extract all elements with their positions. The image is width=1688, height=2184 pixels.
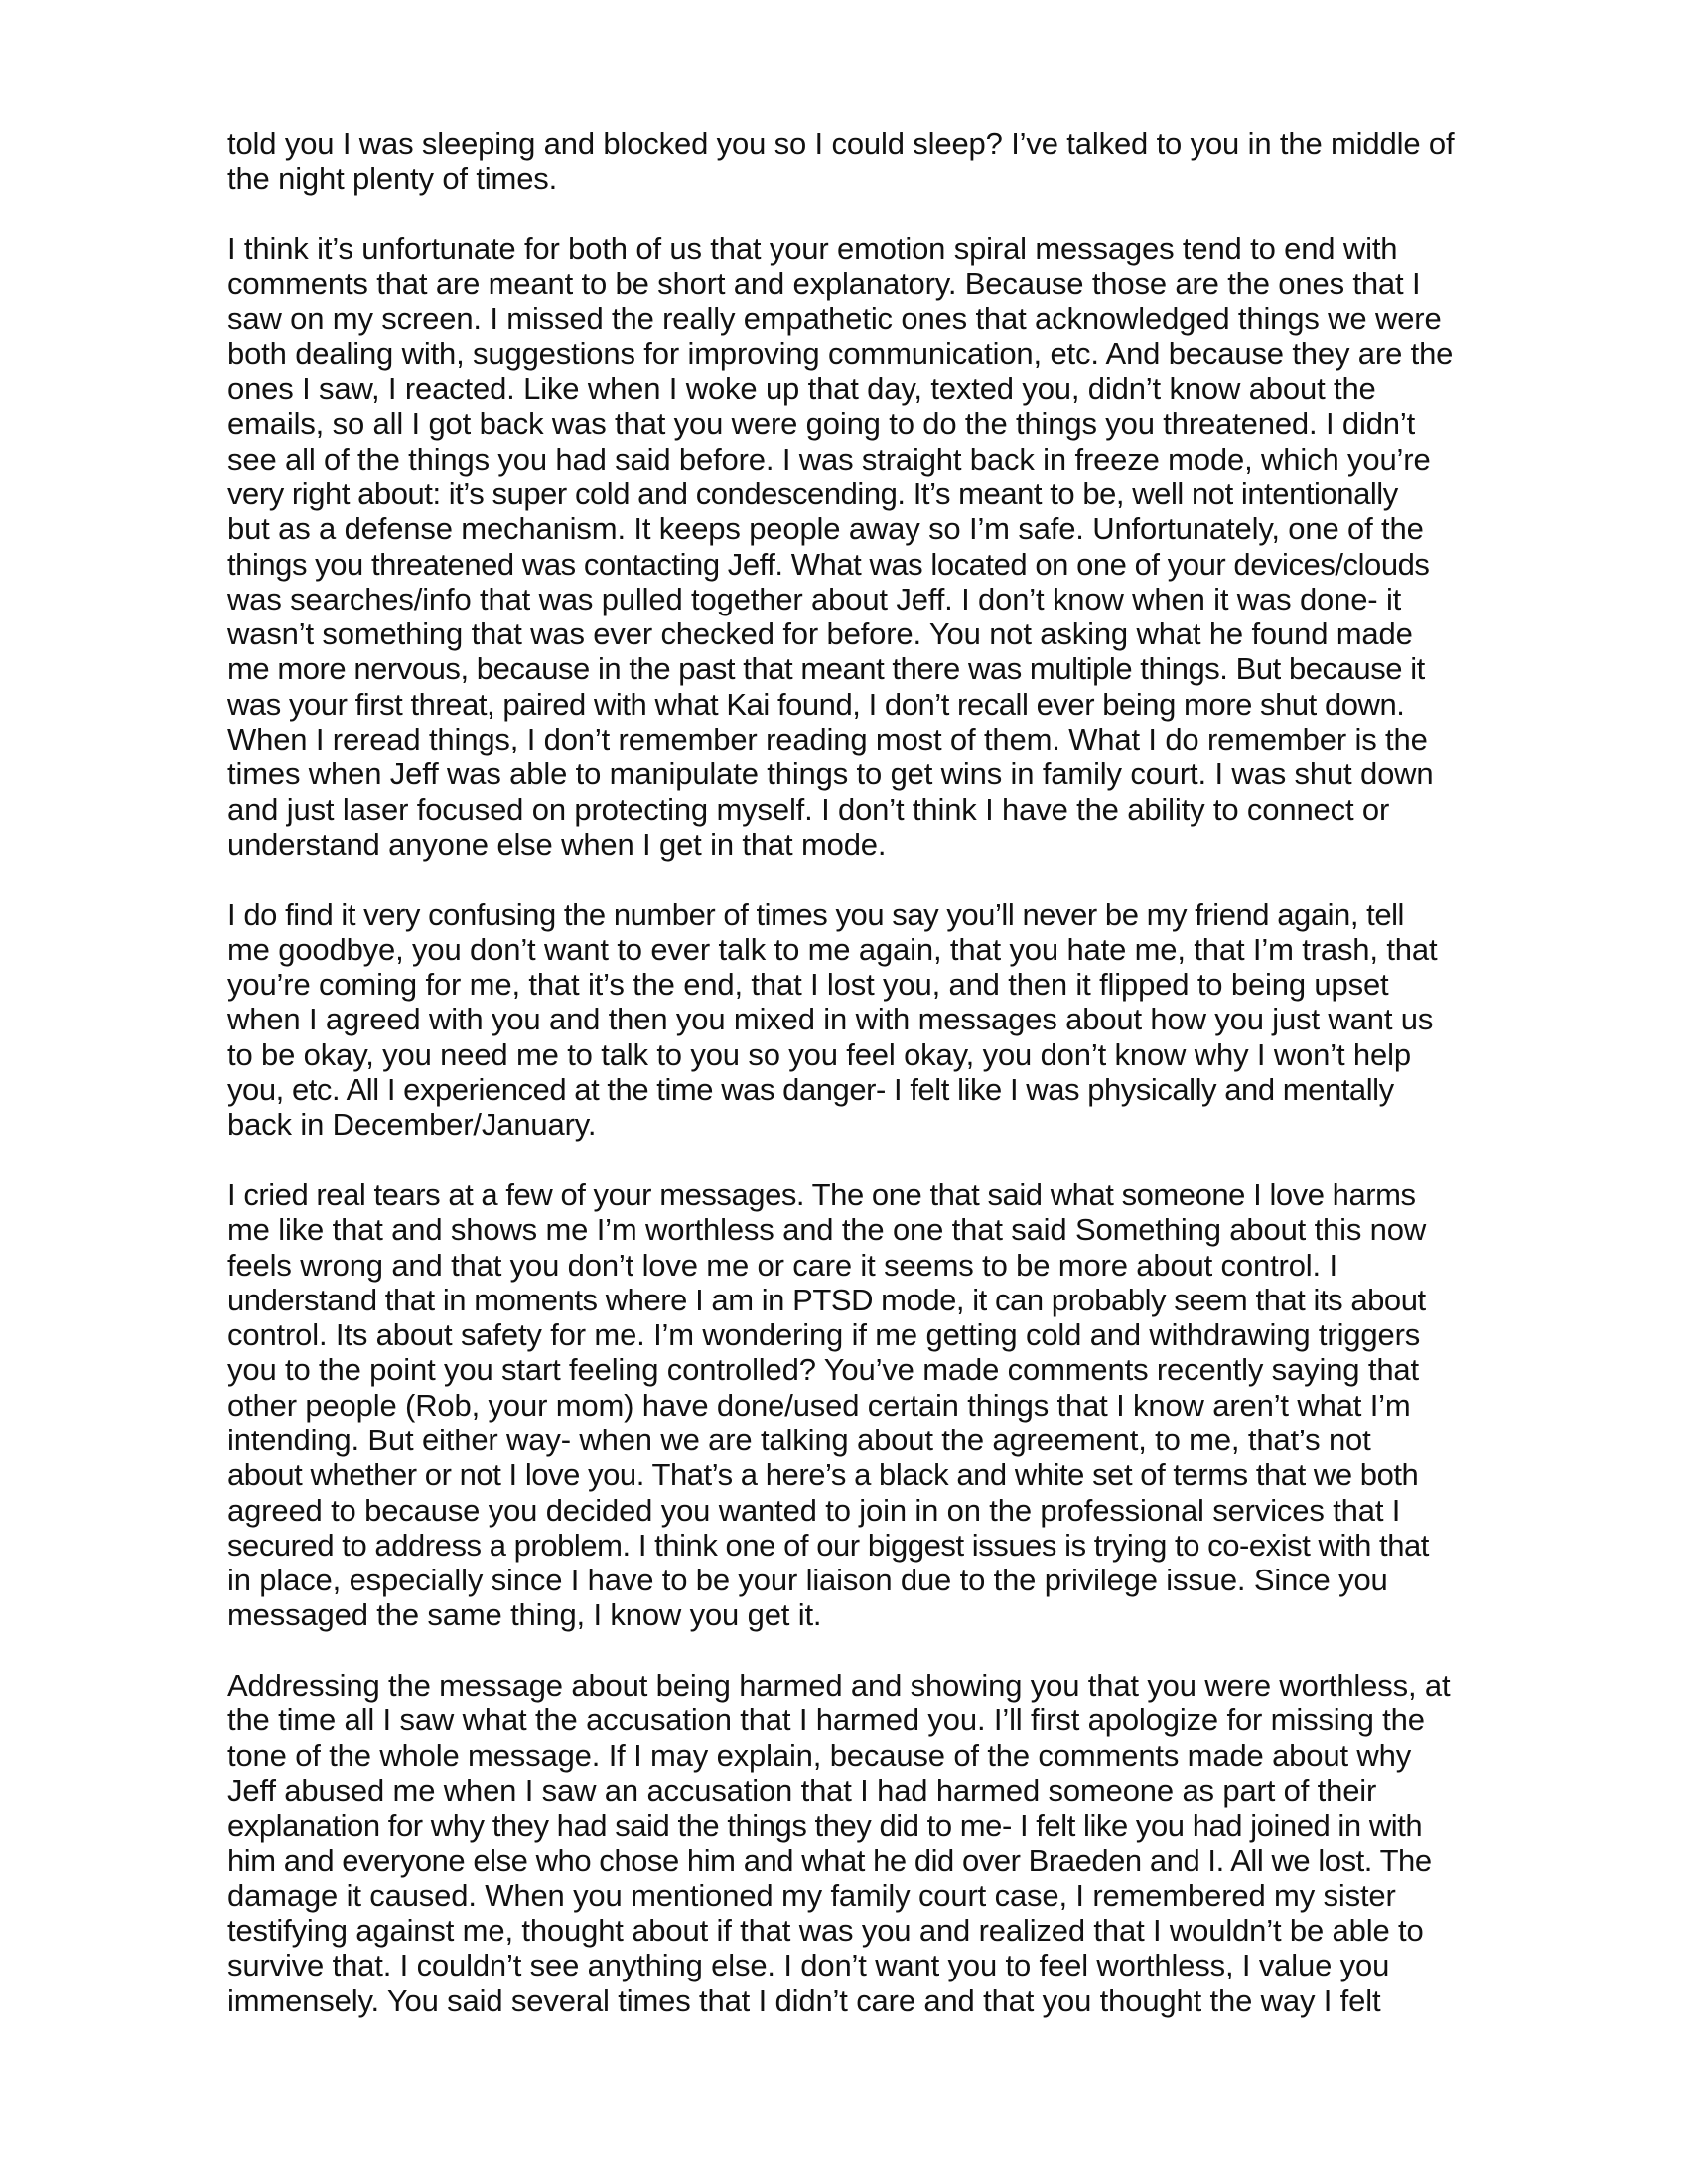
text-line: you, etc. All I experienced at the time was danger- I felt like I was physically and mentally bbox=[227, 1072, 1394, 1108]
text-line: understand that in moments where I am in PTSD mode, it can probably seem that its about bbox=[227, 1282, 1426, 1317]
text-line: I cried real tears at a few of your messages. The one that said what someone I love harms bbox=[227, 1176, 1416, 1212]
text-line: but as a defense mechanism. It keeps people away so I’m safe. Unfortunately, one of the bbox=[227, 511, 1424, 547]
text-line: I do find it very confusing the number of times you say you’ll never be my friend again, tell bbox=[227, 896, 1404, 932]
text-line: times when Jeff was able to manipulate things to get wins in family court. I was shut down bbox=[227, 756, 1434, 792]
paragraph-4 bbox=[227, 1177, 1538, 1633]
text-line: when I agreed with you and then you mixed in with messages about how you just want us bbox=[227, 1002, 1434, 1037]
text-line: the time all I saw what the accusation that I harmed you. I’ll first apologize for missing the bbox=[227, 1703, 1425, 1738]
text-line: the night plenty of times. bbox=[227, 161, 558, 197]
text-line: ones I saw, I reacted. Like when I woke up that day, texted you, didn’t know about the bbox=[227, 371, 1376, 407]
letter-body bbox=[227, 126, 1538, 2038]
text-line: back in December/January. bbox=[227, 1107, 597, 1143]
text-line: agreed to because you decided you wanted to join in on the professional services that I bbox=[227, 1492, 1401, 1528]
text-line: When I reread things, I don’t remember reading most of them. What I do remember is the bbox=[227, 722, 1428, 757]
text-line-cut-off: immensely. You said several times that I didn’t care and that you thought the way I felt bbox=[227, 1982, 1381, 2018]
text-line: Addressing the message about being harmed and showing you that you were worthless, at bbox=[227, 1668, 1451, 1704]
paragraph-5 bbox=[227, 1668, 1538, 2018]
paragraph-1 bbox=[227, 126, 1538, 197]
text-line: was your first threat, paired with what Kai found, I don’t recall ever being more shut down. bbox=[227, 686, 1405, 722]
text-line: explanation for why they had said the things they did to me- I felt like you had joined in with bbox=[227, 1808, 1423, 1843]
text-line: understand anyone else when I get in that mode. bbox=[227, 826, 887, 862]
text-line: you to the point you start feeling controlled? You’ve made comments recently saying that bbox=[227, 1352, 1419, 1388]
text-line: Jeff abused me when I saw an accusation that I had harmed someone as part of their bbox=[227, 1772, 1377, 1808]
text-line: control. Its about safety for me. I’m wondering if me getting cold and withdrawing triggers bbox=[227, 1317, 1421, 1353]
text-line: about whether or not I love you. That’s a here’s a black and white set of terms that we both bbox=[227, 1457, 1419, 1493]
text-line: emails, so all I got back was that you were going to do the things you threatened. I didn’t bbox=[227, 406, 1416, 442]
paragraph-2 bbox=[227, 231, 1538, 862]
text-line: secured to address a problem. I think one of our biggest issues is trying to co-exist with that bbox=[227, 1527, 1429, 1563]
text-line: in place, especially since I have to be your liaison due to the privilege issue. Since you bbox=[227, 1563, 1388, 1598]
text-line: and just laser focused on protecting myself. I don’t think I have the ability to connect or bbox=[227, 791, 1390, 827]
paragraph-3 bbox=[227, 897, 1538, 1143]
text-line: I think it’s unfortunate for both of us that your emotion spiral messages tend to end with bbox=[227, 230, 1398, 266]
text-line: was searches/info that was pulled together about Jeff. I don’t know when it was done- it bbox=[227, 581, 1402, 616]
text-line: me like that and shows me I’m worthless and the one that said Something about this now bbox=[227, 1212, 1427, 1248]
text-line: feels wrong and that you don’t love me or care it seems to be more about control. I bbox=[227, 1247, 1337, 1283]
text-line: things you threatened was contacting Jeff. What was located on one of your devices/clouds bbox=[227, 546, 1430, 582]
text-line: testifying against me, thought about if that was you and realized that I wouldn’t be able to bbox=[227, 1913, 1424, 1949]
text-line: survive that. I couldn’t see anything else. I don’t want you to feel worthless, I value you bbox=[227, 1948, 1390, 1983]
text-line: both dealing with, suggestions for improving communication, etc. And because they are the bbox=[227, 336, 1454, 371]
text-line: intending. But either way- when we are talking about the agreement, to me, that’s not bbox=[227, 1422, 1371, 1457]
text-line: other people (Rob, your mom) have done/used certain things that I know aren’t what I’m bbox=[227, 1387, 1411, 1423]
text-line: see all of the things you had said before. I was straight back in freeze mode, which you’re bbox=[227, 441, 1431, 477]
text-line: me goodbye, you don’t want to ever talk to me again, that you hate me, that I’m trash, that bbox=[227, 931, 1438, 967]
text-line: him and everyone else who chose him and what he did over Braeden and I. All we lost. The bbox=[227, 1843, 1432, 1878]
text-line: very right about: it’s super cold and condescending. It’s meant to be, well not intentionally bbox=[227, 476, 1398, 511]
text-line: saw on my screen. I missed the really empathetic ones that acknowledged things we were bbox=[227, 301, 1442, 337]
text-line: wasn’t something that was ever checked for before. You not asking what he found made bbox=[227, 616, 1413, 652]
text-line: tone of the whole message. If I may explain, because of the comments made about why bbox=[227, 1737, 1412, 1773]
text-line: messaged the same thing, I know you get it. bbox=[227, 1597, 822, 1633]
text-line: me more nervous, because in the past that meant there was multiple things. But because it bbox=[227, 651, 1425, 687]
text-line: you’re coming for me, that it’s the end, that I lost you, and then it flipped to being upset bbox=[227, 967, 1389, 1003]
text-line: comments that are meant to be short and explanatory. Because those are the ones that I bbox=[227, 266, 1421, 302]
text-line: to be okay, you need me to talk to you so you feel okay, you don’t know why I won’t help bbox=[227, 1036, 1411, 1072]
text-line: damage it caused. When you mentioned my family court case, I remembered my sister bbox=[227, 1877, 1396, 1913]
text-line: told you I was sleeping and blocked you so I could sleep? I’ve talked to you in the middle of bbox=[227, 126, 1455, 161]
